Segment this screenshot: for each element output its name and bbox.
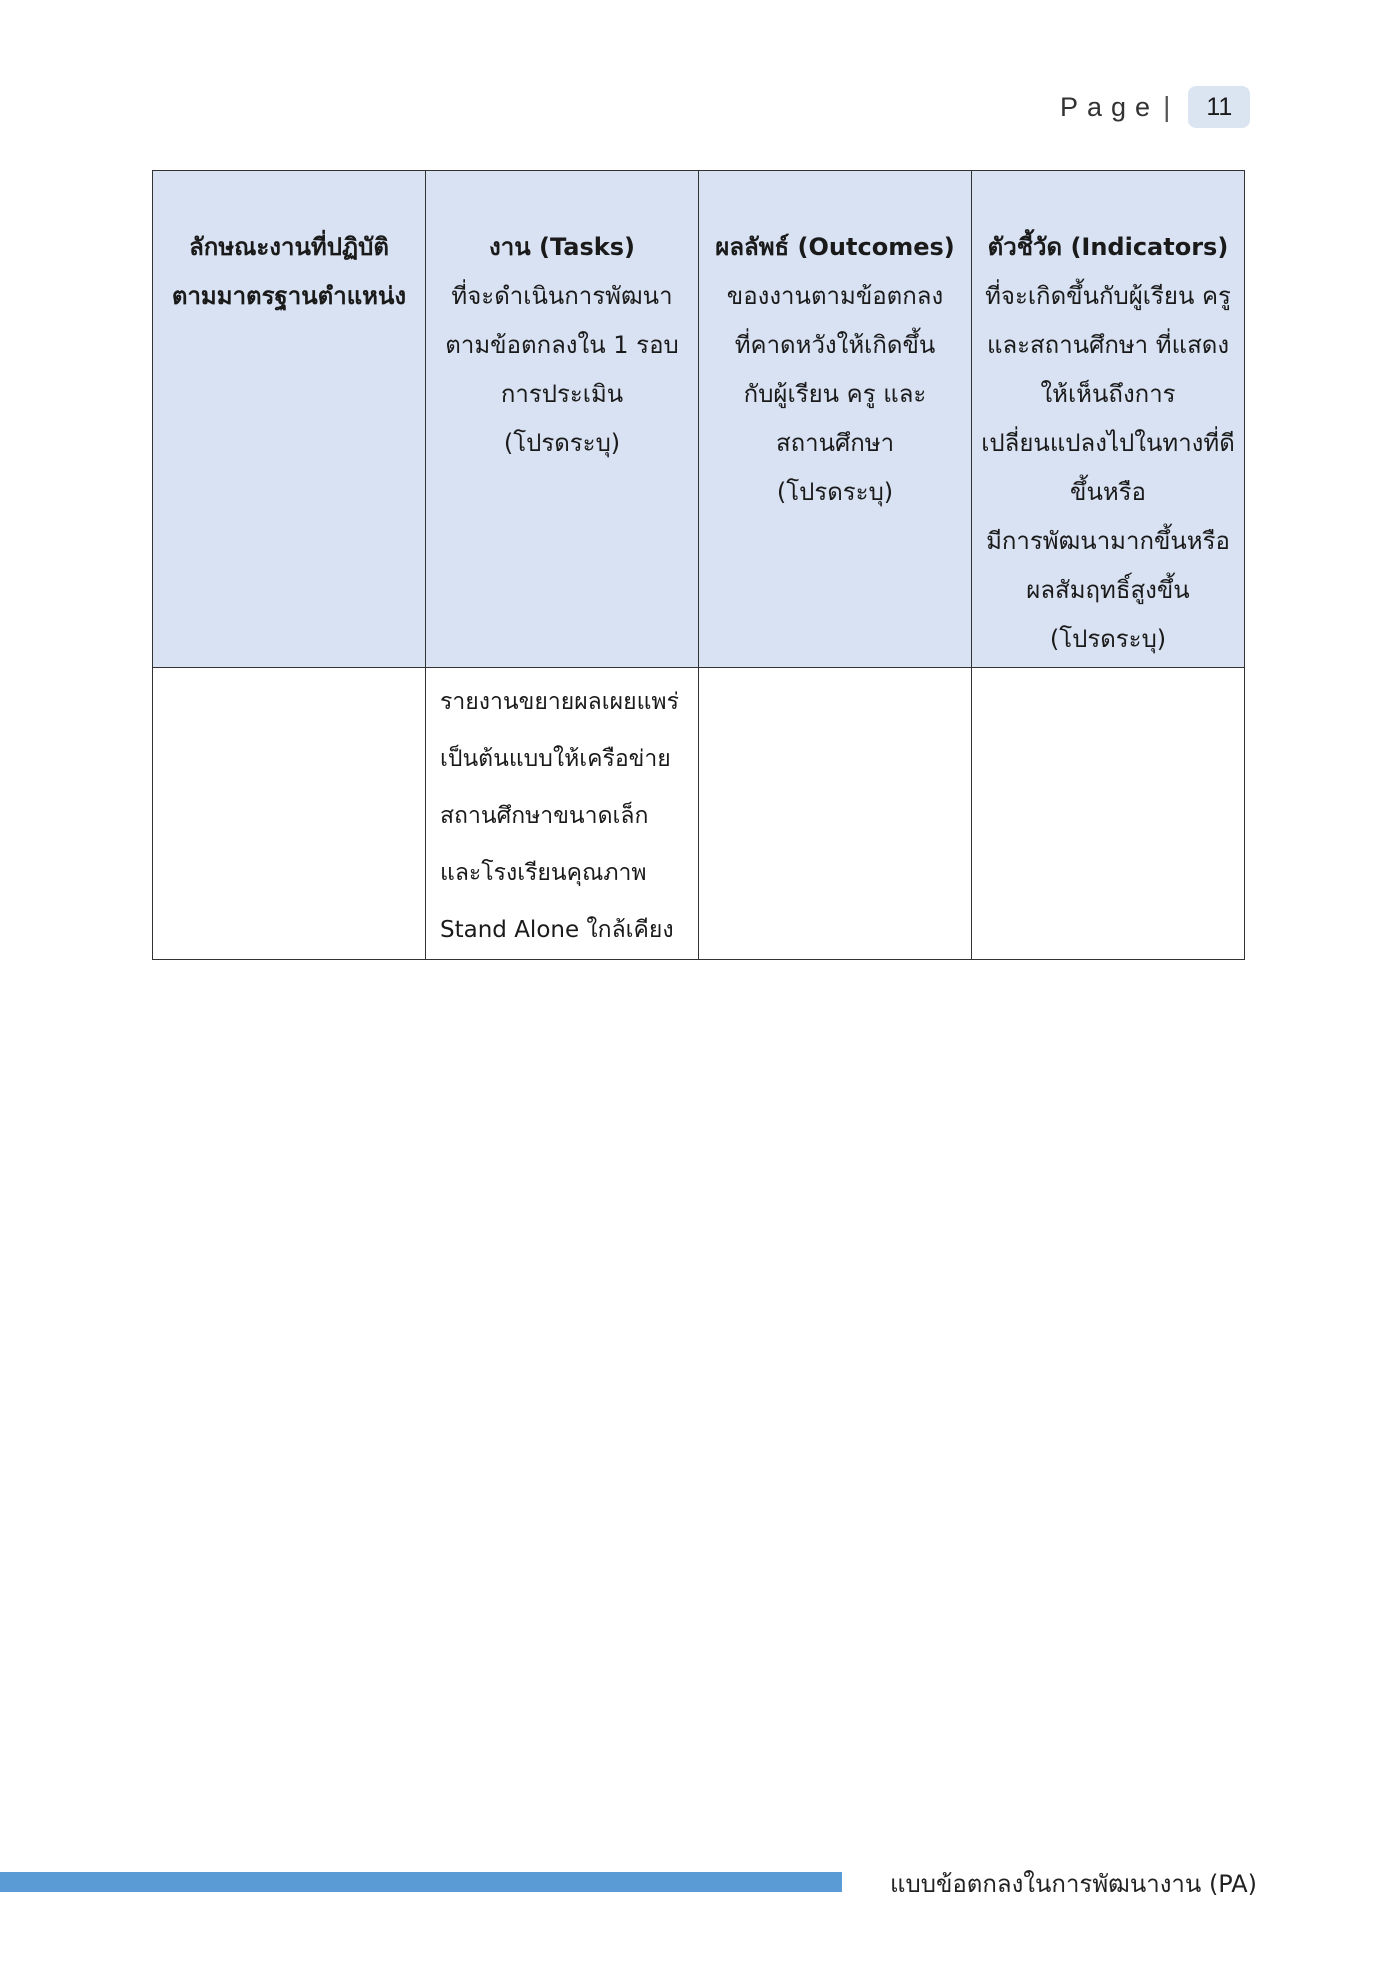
column-detail-line: มีการพัฒนามากขึ้นหรือ — [986, 527, 1230, 555]
column-detail-line: ให้เห็นถึงการ — [1040, 380, 1176, 408]
column-detail-line: ที่คาดหวังให้เกิดขึ้น — [734, 331, 936, 359]
column-title-line: งาน (Tasks) — [489, 233, 635, 261]
page-label: Page — [1060, 91, 1160, 122]
column-detail-line: ที่จะดำเนินการพัฒนา — [451, 282, 673, 310]
column-detail-line: ของงานตามข้อตกลง — [726, 282, 944, 310]
table-header-row — [153, 171, 1245, 668]
table-row — [153, 668, 1245, 960]
column-title-line: ตามมาตรฐานตำแหน่ง — [171, 282, 407, 310]
cell-text-line: สถานศึกษาขนาดเล็ก — [440, 803, 649, 829]
column-header-tasks — [426, 171, 699, 668]
table-cell-indicators — [972, 668, 1245, 960]
table-cell-tasks — [426, 668, 699, 960]
column-detail-line: เปลี่ยนแปลงไปในทางที่ดี — [981, 429, 1235, 457]
cell-text-line: เป็นต้นแบบให้เครือข่าย — [440, 746, 671, 772]
column-title-line: ผลลัพธ์ (Outcomes) — [715, 233, 955, 261]
column-header-job-characteristics — [153, 171, 426, 668]
cell-text-line: Stand Alone ใกล้เคียง — [440, 917, 674, 943]
column-header-outcomes — [699, 171, 972, 668]
column-detail-line: ตามข้อตกลงใน 1 รอบ — [445, 331, 679, 359]
column-detail-line: การประเมิน — [500, 380, 624, 408]
table-cell-job-characteristics — [153, 668, 426, 960]
column-header-indicators — [972, 171, 1245, 668]
column-title-line: ลักษณะงานที่ปฏิบัติ — [189, 233, 389, 261]
column-detail-line: และสถานศึกษา ที่แสดง — [986, 331, 1230, 359]
column-detail-line: (โปรดระบุ) — [1049, 625, 1167, 653]
table-cell-outcomes — [699, 668, 972, 960]
pa-agreement-table — [152, 170, 1245, 960]
page-separator: | — [1163, 91, 1171, 122]
column-detail-line: กับผู้เรียน ครู และ — [743, 380, 927, 408]
column-title-line: ตัวชี้วัด (Indicators) — [987, 233, 1229, 261]
footer-document-title: แบบข้อตกลงในการพัฒนางาน (PA) — [890, 1870, 1258, 1898]
page-number: 11 — [1188, 86, 1250, 128]
column-detail-line: (โปรดระบุ) — [776, 478, 894, 506]
page-number-header — [1060, 84, 1250, 130]
column-detail-line: ที่จะเกิดขึ้นกับผู้เรียน ครู — [985, 282, 1231, 310]
cell-text-line: รายงานขยายผลเผยแพร่ — [440, 689, 679, 715]
cell-text-line: และโรงเรียนคุณภาพ — [440, 860, 647, 886]
column-detail-line: (โปรดระบุ) — [503, 429, 621, 457]
column-detail-line: สถานศึกษา — [775, 429, 895, 457]
column-detail-line: ผลสัมฤทธิ์สูงขึ้น — [1026, 576, 1190, 604]
footer-accent-bar — [0, 1872, 842, 1892]
column-detail-line: ขึ้นหรือ — [1070, 478, 1146, 506]
